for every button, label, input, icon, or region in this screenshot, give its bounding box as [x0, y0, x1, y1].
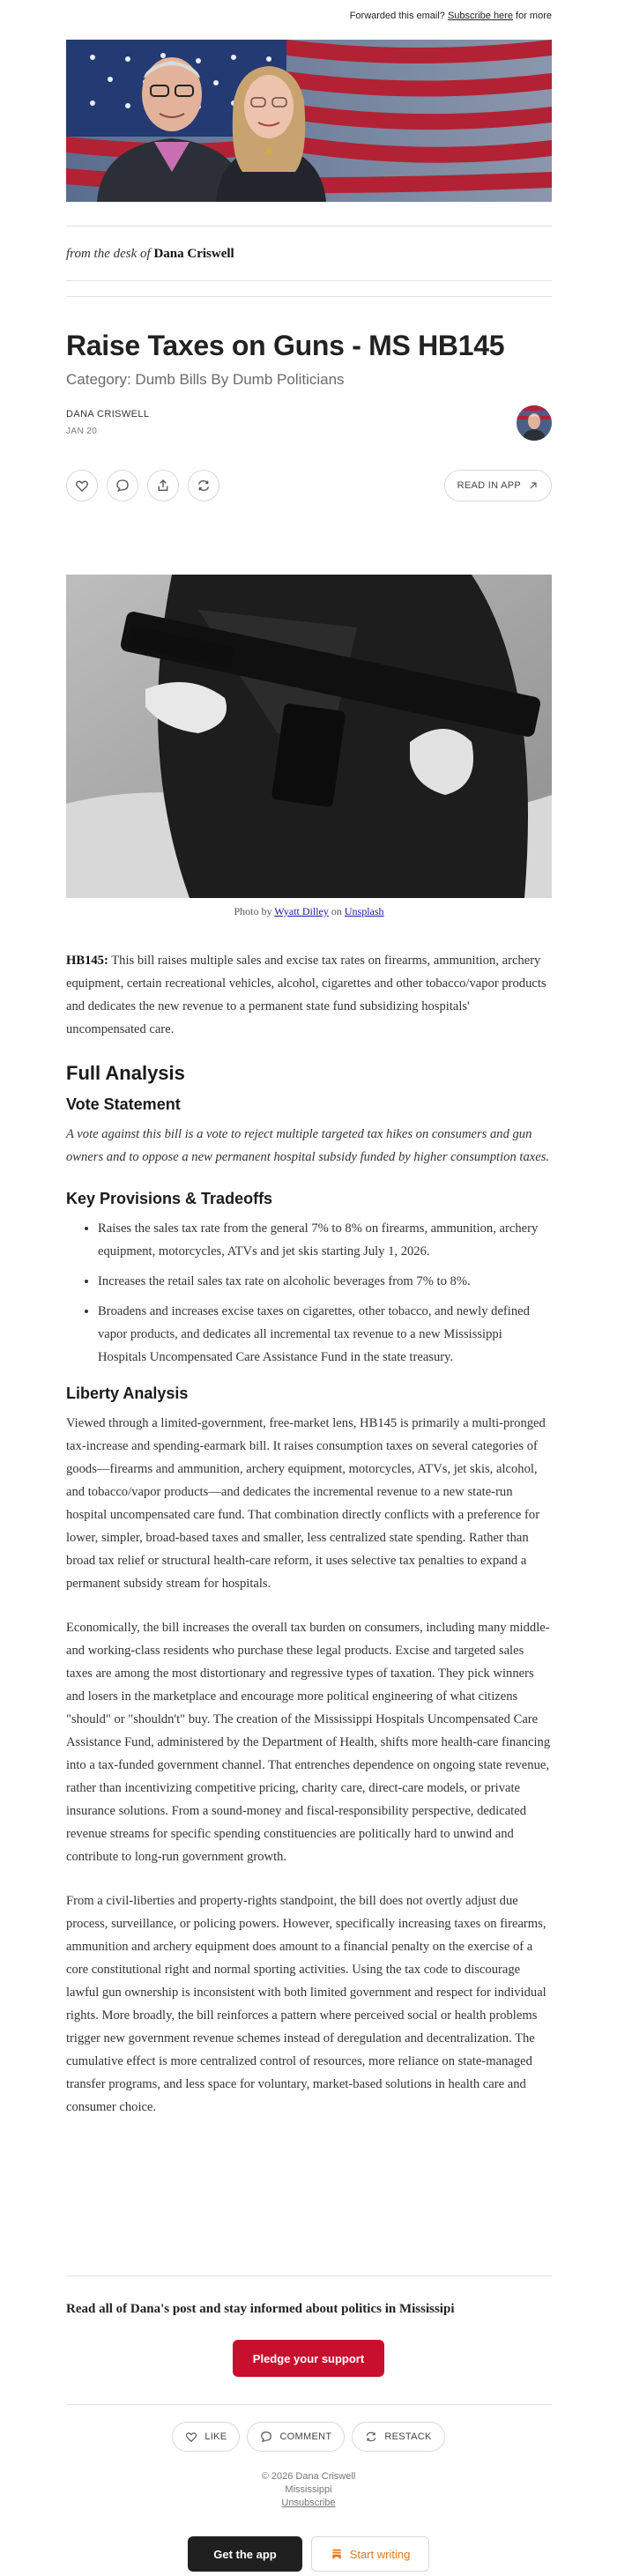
hero-banner-image [66, 40, 552, 202]
post-actions-bar [66, 470, 552, 505]
provisions-list [98, 1217, 552, 1369]
vote-statement-heading: Vote Statement [66, 1095, 181, 1113]
like-button[interactable] [66, 470, 98, 501]
provision-item: • Broadens and increases excise taxes on cigarettes, other tobacco, and newly defined vapor products, and dedicates all incremental tax revenue to a new Mississippi Hospitals Uncompensated Care Assistance Fund in the state treasury. [98, 1300, 552, 1369]
pledge-support-button[interactable]: Pledge your support [233, 2340, 384, 2377]
liberty-paragraph: From a civil-liberties and property-rights standpoint, the bill does not overtly adjust due process, surveillance, or policing powers. However, specifically increasing taxes on firearms, ammunition and archery equipment does amount to a financial penalty on the exercise of a core constitutional right and normal sporting activities. Using the tax code to discourage lawful gun ownership is inconsistent with both limited government and respect for individual rights. More broadly, the bill reinforces a pattern where perceived social or health problems trigger new government revenue schemes instead of deregulation and decentralization. The cumulative effect is more centralized control of resources, more reliance on state-managed transfer programs, and less space for voluntary, market-based solutions in health care and consumer choice. [66, 1894, 546, 2114]
forward-prefix: Forwarded this email? [349, 11, 445, 21]
vote-statement-text: A vote against this bill is a vote to reject multiple targeted tax hikes on consumers and gun owners and to oppose a new permanent hospital subsidy funded by higher consumption taxes. [66, 1127, 550, 1164]
caption-prefix: Photo by [234, 905, 272, 917]
desk-name: Dana Criswell [153, 247, 234, 261]
footer-info [0, 2470, 617, 2510]
comment-icon [260, 2431, 272, 2443]
desk-prefix: from the desk of [66, 247, 151, 261]
footer-restack-label: RESTACK [384, 2431, 432, 2442]
unsplash-link[interactable]: Unsplash [344, 905, 384, 917]
get-the-app-button[interactable]: Get the app [188, 2536, 302, 2572]
comment-button[interactable] [107, 470, 138, 501]
substack-logo-icon [331, 2548, 343, 2560]
key-provisions-heading: Key Provisions & Tradeoffs [66, 1190, 273, 1207]
intro-paragraph [66, 949, 552, 1041]
footer-buttons [0, 2536, 617, 2572]
heart-icon [75, 479, 89, 493]
cta-title: Read all of Dana's post and stay informed about politics in Mississipi [66, 2302, 455, 2316]
footer-actions [0, 2422, 617, 2452]
restack-icon [365, 2431, 377, 2443]
forward-notice [350, 11, 552, 21]
arrow-up-right-icon [528, 480, 539, 491]
copyright-text: © 2026 Dana Criswell [261, 2471, 356, 2482]
read-in-app-button[interactable] [444, 470, 552, 501]
subscribe-link[interactable]: Subscribe here [447, 11, 513, 21]
start-writing-button[interactable] [311, 2536, 429, 2572]
restack-icon [197, 479, 211, 493]
footer-like-label: LIKE [204, 2431, 227, 2442]
share-button[interactable] [147, 470, 179, 501]
caption-middle: on [331, 905, 342, 917]
comment-icon [115, 479, 130, 493]
photo-caption [66, 905, 552, 918]
provision-item: • Increases the retail sales tax rate on alcoholic beverages from 7% to 8%. [98, 1270, 552, 1293]
liberty-analysis-heading: Liberty Analysis [66, 1385, 189, 1402]
forward-suffix: for more [516, 11, 552, 21]
article-photo[interactable] [66, 575, 552, 898]
footer-like-button[interactable] [172, 2422, 240, 2452]
post-subtitle: Category: Dumb Bills By Dumb Politicians [66, 371, 345, 388]
footer-comment-button[interactable] [247, 2422, 345, 2452]
post-author[interactable]: DANA CRISWELL [66, 409, 150, 419]
author-avatar[interactable] [517, 405, 552, 441]
start-writing-label: Start writing [349, 2547, 411, 2561]
divider-1 [66, 280, 552, 281]
provision-item: • Raises the sales tax rate from the general 7% to 8% on firearms, ammunition, archery equipment, motorcycles, ATVs and jet skis starting July 1, 2026. [98, 1217, 552, 1263]
from-desk-of [66, 247, 552, 262]
intro-label: HB145: [66, 954, 108, 968]
footer-restack-button[interactable] [352, 2422, 444, 2452]
article-body [66, 949, 552, 2140]
liberty-paragraph: Economically, the bill increases the overall tax burden on consumers, including many middle- and working-class residents who purchase these legal products. Excise and targeted sales taxes are among the most distortionary and regressive types of taxation. They pick winners and losers in the marketplace and encourage more political engineering of what citizens "should" or "shouldn't" buy. The creation of the Mississippi Hospitals Uncompensated Care Assistance Fund, administered by the Department of Health, shifts more health-care financing into a tax-funded government channel. That entrenches dependence on ongoing state revenue, rather than incentivizing competitive pricing, charity care, direct-care models, or private insurance solutions. From a sound-money and fiscal-responsibility perspective, dedicated revenue streams for specific spending constituencies are politically hard to unwind and contribute to long-run government growth. [66, 1621, 551, 1864]
divider-footer [66, 2404, 552, 2405]
post-date: JAN 20 [66, 427, 98, 436]
liberty-paragraph: Viewed through a limited-government, free-market lens, HB145 is primarily a multi-pronged tax-increase and spending-earmark bill. It raises consumption taxes on several categories of goods—firearms and ammunition, archery equipment, motorcycles, ATVs, jet skis, alcohol, and tobacco/vapor products—and dedicates the incremental revenue to a new state-run hospital uncompensated care fund. That combination directly conflicts with a preference for lower, simpler, broad-based taxes and smaller, less centralized state spending. Rather than broad tax relief or structural health-care reform, it uses selective tax penalties to expand a permanent subsidy stream for hospitals. [66, 1416, 546, 1591]
share-icon [156, 479, 170, 493]
unsubscribe-link[interactable]: Unsubscribe [281, 2498, 336, 2508]
post-title[interactable]: Raise Taxes on Guns - MS HB145 [66, 330, 505, 361]
divider-2 [66, 296, 552, 297]
divider-cta [66, 2275, 552, 2276]
photographer-link[interactable]: Wyatt Dilley [274, 905, 329, 917]
restack-button[interactable] [188, 470, 219, 501]
location-text: Mississippi [285, 2484, 332, 2495]
heart-icon [185, 2431, 197, 2443]
full-analysis-heading: Full Analysis [66, 1062, 185, 1084]
intro-text: This bill raises multiple sales and excise tax rates on firearms, ammunition, archery equipment, certain recreational vehicles, alcohol, cigarettes and other tobacco/vapor products and dedicates the new revenue to a permanent state fund subsidizing hospitals' uncompensated care. [66, 954, 546, 1036]
footer-comment-label: COMMENT [279, 2431, 332, 2442]
read-in-app-label: READ IN APP [457, 480, 521, 491]
